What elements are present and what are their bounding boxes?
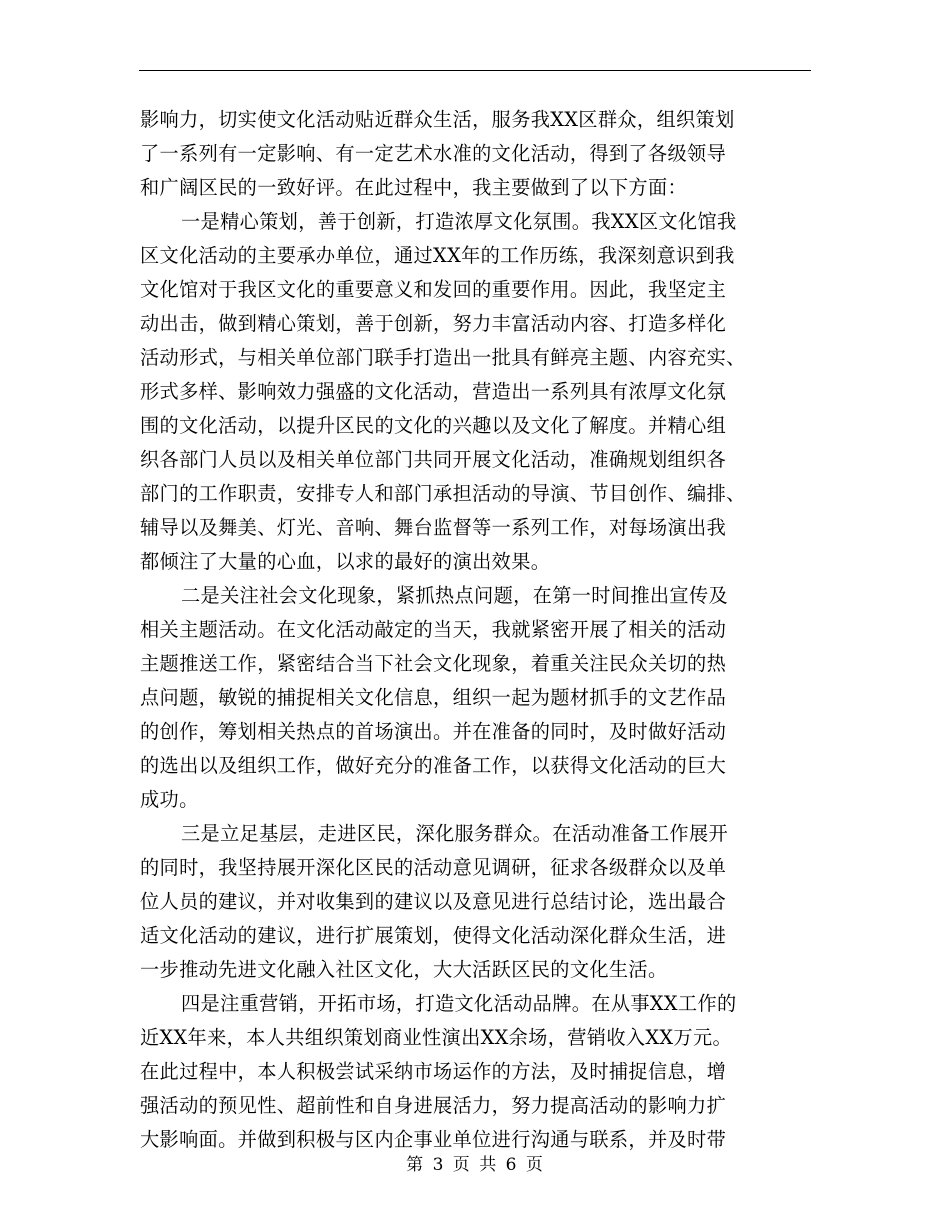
paragraph-start-line: 二是关注社会文化现象，紧抓热点问题，在第一时间推出宣传及 <box>181 584 729 607</box>
footer-prefix: 第 <box>406 1155 425 1175</box>
text-line: 部门的工作职责，安排专人和部门承担活动的导演、节目创作、编排、 <box>140 482 746 505</box>
text-line: 大影响面。并做到积极与区内企事业单位进行沟通与联系，并及时带 <box>140 1128 727 1151</box>
footer-suffix: 页 <box>525 1155 544 1175</box>
text-line: 文化馆对于我区文化的重要意义和发回的重要作用。因此，我坚定主 <box>140 278 727 301</box>
text-line: 位人员的建议，并对收集到的建议以及意见进行总结讨论，选出最合 <box>140 890 727 913</box>
text-line: 相关主题活动。在文化活动敲定的当天，我就紧密开展了相关的活动 <box>140 618 727 641</box>
footer-total-word: 共 <box>479 1155 498 1175</box>
text-line: 影响力，切实使文化活动贴近群众生活，服务我XX区群众，组织策划 <box>140 108 735 131</box>
text-line: 主题推送工作，紧密结合当下社会文化现象，着重关注民众关切的热 <box>140 652 727 675</box>
text-line: 和广阔区民的一致好评。在此过程中，我主要做到了以下方面： <box>140 176 688 199</box>
text-line: 的选出以及组织工作，做好充分的准备工作，以获得文化活动的巨大 <box>140 754 727 777</box>
footer-page-word: 页 <box>452 1155 471 1175</box>
text-line: 形式多样、影响效力强盛的文化活动，营造出一系列具有浓厚文化氛 <box>140 380 727 403</box>
paragraph-start-line: 三是立足基层，走进区民，深化服务群众。在活动准备工作展开 <box>181 822 729 845</box>
text-line: 辅导以及舞美、灯光、音响、舞台监督等一系列工作，对每场演出我 <box>140 516 727 539</box>
text-line: 活动形式，与相关单位部门联手打造出一批具有鲜亮主题、内容充实、 <box>140 346 746 369</box>
text-line: 织各部门人员以及相关单位部门共同开展文化活动，准确规划组织各 <box>140 448 727 471</box>
text-line: 适文化活动的建议，进行扩展策划，使得文化活动深化群众生活，进 <box>140 924 727 947</box>
text-line: 区文化活动的主要承办单位，通过XX年的工作历练，我深刻意识到我 <box>140 244 735 267</box>
text-line: 成功。 <box>140 788 199 811</box>
text-line: 的创作，筹划相关热点的首场演出。并在准备的同时，及时做好活动 <box>140 720 727 743</box>
text-line: 在此过程中，本人积极尝试采纳市场运作的方法，及时捕捉信息，增 <box>140 1060 727 1083</box>
footer-page-number: 3 <box>432 1155 445 1175</box>
page-footer <box>0 1150 950 1175</box>
text-line: 动出击，做到精心策划，善于创新，努力丰富活动内容、打造多样化 <box>140 312 727 335</box>
text-line: 一步推动先进文化融入社区文化，大大活跃区民的文化生活。 <box>140 958 668 981</box>
text-line: 强活动的预见性、超前性和自身进展活力，努力提高活动的影响力扩 <box>140 1094 727 1117</box>
text-line: 点问题，敏锐的捕捉相关文化信息，组织一起为题材抓手的文艺作品 <box>140 686 727 709</box>
text-line: 都倾注了大量的心血，以求的最好的演出效果。 <box>140 550 551 573</box>
document-body <box>140 103 812 1157</box>
text-line: 的同时，我坚持展开深化区民的活动意见调研，征求各级群众以及单 <box>140 856 727 879</box>
footer-total-pages: 6 <box>505 1155 518 1175</box>
paragraph-start-line: 四是注重营销，开拓市场，打造文化活动品牌。在从事XX工作的 <box>181 992 737 1015</box>
text-line: 围的文化活动，以提升区民的文化的兴趣以及文化了解度。并精心组 <box>140 414 727 437</box>
text-line: 近XX年来，本人共组织策划商业性演出XX余场，营销收入XX万元。 <box>140 1026 733 1049</box>
paragraph-start-line: 一是精心策划，善于创新，打造浓厚文化氛围。我XX区文化馆我 <box>181 210 737 233</box>
text-line: 了一系列有一定影响、有一定艺术水准的文化活动，得到了各级领导 <box>140 142 727 165</box>
header-rule <box>139 70 811 71</box>
